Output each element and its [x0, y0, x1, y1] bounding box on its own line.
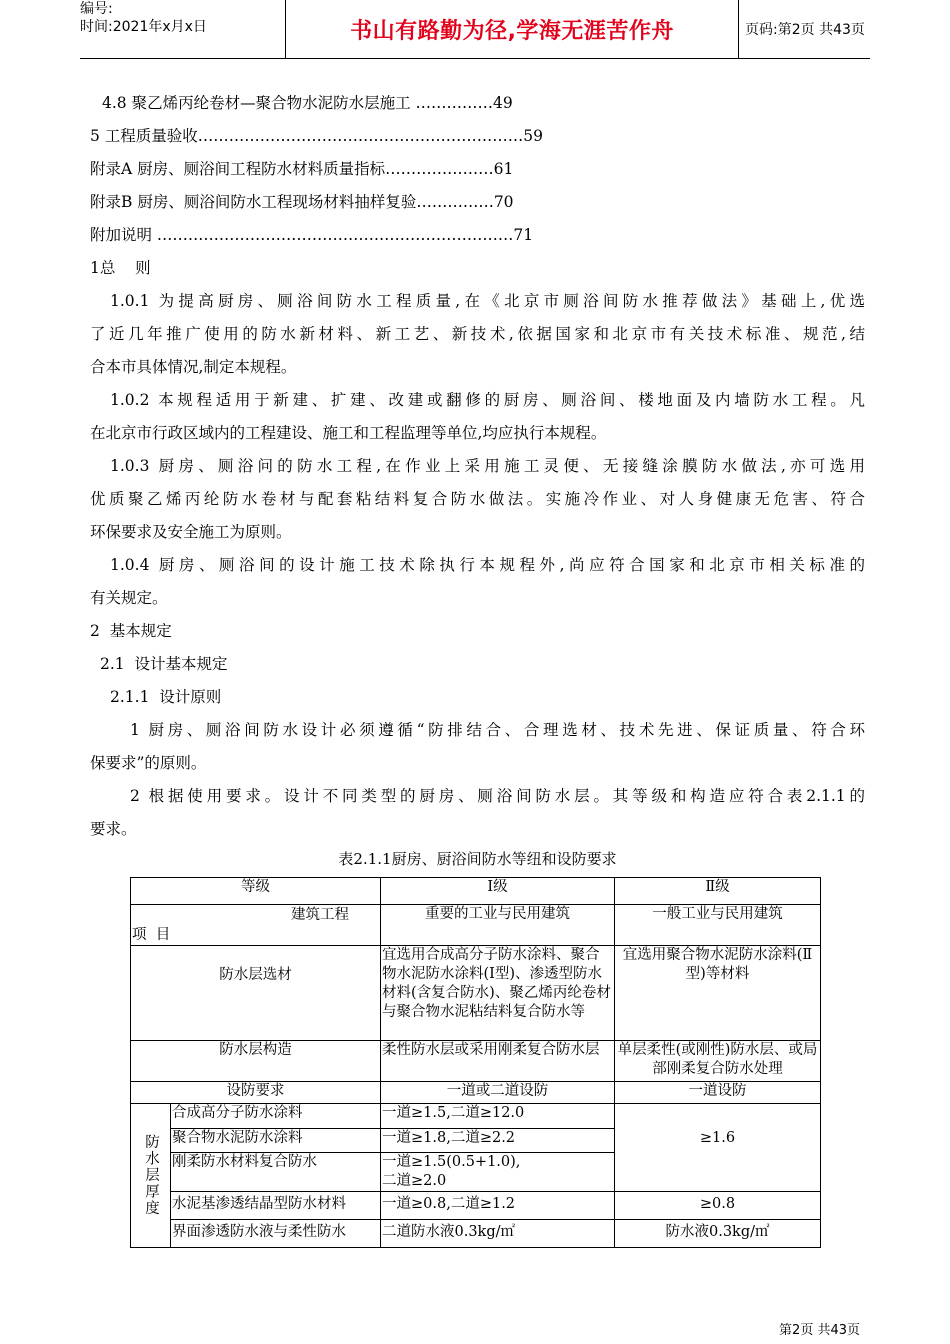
thickness-g1: 一道≥1.8,二道≥2.2 [381, 1129, 615, 1153]
paragraph-line: 要求。 [90, 820, 137, 838]
header-building: 建筑工程 [291, 907, 349, 923]
material-name: 水泥基渗透结晶型防水材料 [171, 1192, 381, 1220]
header-item: 项 目 [132, 927, 171, 943]
table-row [131, 1041, 821, 1082]
chapter-title: 2 基本规定 [90, 622, 172, 640]
table-row [131, 1192, 821, 1220]
thickness-g2: 防水液0.3kg/㎡ [615, 1220, 821, 1248]
table-row [131, 1220, 821, 1248]
grade-2-desc: 一般工业与民用建筑 [615, 905, 821, 946]
material-name: 刚柔防水材料复合防水 [171, 1153, 381, 1192]
header-diagonal-cell [131, 905, 381, 946]
grade-1-desc: 重要的工业与民用建筑 [381, 905, 615, 946]
table-row [131, 946, 821, 1041]
table-row [131, 1104, 821, 1129]
paragraph-line: 1.0.3 厨房、厕浴问的防水工程,在作业上采用施工灵便、无接缝涂膜防水做法,亦可选用 [110, 457, 865, 475]
table-row [131, 1082, 821, 1104]
paragraph-line: 1 厨房、厕浴间防水设计必须遵循“防排结合、合理选材、技术先进、保证质量、符合环 [130, 721, 865, 739]
thickness-g1: 一道≥1.5,二道≥12.0 [381, 1104, 615, 1129]
toc-item: 5 工程质量验收………………………………………………………59 [90, 127, 544, 145]
paragraph-line: 保要求”的原则。 [90, 754, 207, 772]
header-motto [285, 0, 739, 58]
thickness-g2: ≥1.6 [615, 1104, 821, 1192]
fortify-g1: 一道或二道设防 [381, 1082, 615, 1104]
structure-g1: 柔性防水层或采用刚柔复合防水层 [381, 1041, 615, 1082]
section-title: 2.1.1 设计原则 [110, 688, 222, 706]
toc-item: 附加说明 ……………………………………………………………71 [90, 226, 534, 244]
paragraph-line: 有关规定。 [90, 589, 168, 607]
paragraph-line: 环保要求及安全施工为原则。 [90, 523, 292, 541]
page-footer: 第2页 共43页 [779, 1323, 860, 1338]
chapter-title: 1总 则 [90, 259, 151, 277]
header-grade-1: Ⅰ级 [381, 878, 615, 905]
toc-item: 附录A 厨房、厕浴间工程防水材料质量指标…………………61 [90, 160, 514, 178]
thickness-g1: 一道≥0.8,二道≥1.2 [381, 1192, 615, 1220]
row-label: 防水层选材 [131, 946, 381, 1041]
header-grade: 等级 [131, 878, 381, 905]
thickness-g2: ≥0.8 [615, 1192, 821, 1220]
row-label: 防水层构造 [131, 1041, 381, 1082]
thickness-g1-cell [381, 1153, 615, 1192]
header-meta [80, 0, 280, 58]
page-header [80, 0, 870, 59]
table-row [131, 905, 821, 946]
thickness-g1: 二道≥2.0 [382, 1173, 447, 1189]
page-label: 页码:第2页 共43页 [745, 22, 865, 38]
time-label: 时间:2021年x月x日 [80, 19, 207, 35]
structure-g2: 单层柔性(或刚性)防水层、或局部刚柔复合防水处理 [615, 1041, 821, 1082]
paragraph-line: 优质聚乙烯丙纶防水卷材与配套粘结料复合防水做法。实施冷作业、对人身健康无危害、符合 [90, 490, 865, 508]
fortify-g2: 一道设防 [615, 1082, 821, 1104]
table-row [131, 878, 821, 905]
header-page [745, 0, 865, 58]
thickness-g1: 一道≥1.5(0.5+1.0), [382, 1154, 521, 1170]
paragraph-line: 合本市具体情况,制定本规程。 [90, 358, 297, 376]
serial-label: 编号: [80, 1, 113, 17]
paragraph-line: 了近几年推广使用的防水新材料、新工艺、新技术,依据国家和北京市有关技术标准、规范,结 [90, 325, 865, 343]
material-name: 合成高分子防水涂料 [171, 1104, 381, 1129]
paragraph-line: 1.0.4 厨房、厕浴间的设计施工技术除执行本规程外,尚应符合国家和北京市相关标准的 [110, 556, 865, 574]
header-grade-2: Ⅱ级 [615, 878, 821, 905]
toc-item: 4.8 聚乙烯丙纶卷材—聚合物水泥防水层施工 ……………49 [102, 94, 513, 112]
thickness-label: 防水层厚度 [131, 1104, 171, 1248]
paragraph-line: 在北京市行政区域内的工程建设、施工和工程监理等单位,均应执行本规程。 [90, 424, 607, 442]
material-name: 聚合物水泥防水涂料 [171, 1129, 381, 1153]
material-name: 界面渗透防水液与柔性防水 [171, 1220, 381, 1248]
material-g2: 宜选用聚合物水泥防水涂料(Ⅱ型)等材料 [615, 946, 821, 1041]
paragraph-line: 1.0.1 为提高厨房、厕浴间防水工程质量,在《北京市厕浴间防水推荐做法》基础上,优选 [110, 292, 865, 310]
paragraph-line: 2 根据使用要求。设计不同类型的厨房、厕浴间防水层。其等级和构造应符合表2.1.1的 [130, 787, 865, 805]
thickness-g1: 二道防水液0.3kg/㎡ [381, 1220, 615, 1248]
table-caption: 表2.1.1厨房、厨浴间防水等纽和设防要求 [338, 850, 617, 868]
spec-table [130, 877, 821, 1248]
toc-item: 附录B 厨房、厕浴间防水工程现场材料抽样复验……………70 [90, 193, 514, 211]
motto-text: 书山有路勤为径,学海无涯苦作舟 [350, 18, 674, 44]
row-label: 设防要求 [131, 1082, 381, 1104]
paragraph-line: 1.0.2 本规程适用于新建、扩建、改建或翻修的厨房、厕浴间、楼地面及内墙防水工程。凡 [110, 391, 865, 409]
material-g1: 宜选用合成高分子防水涂料、聚合物水泥防水涂料(I型)、渗透型防水材料(含复合防水)、聚乙烯丙纶卷材与聚合物水泥粘结料复合防水等 [381, 946, 615, 1041]
section-title: 2.1 设计基本规定 [100, 655, 228, 673]
